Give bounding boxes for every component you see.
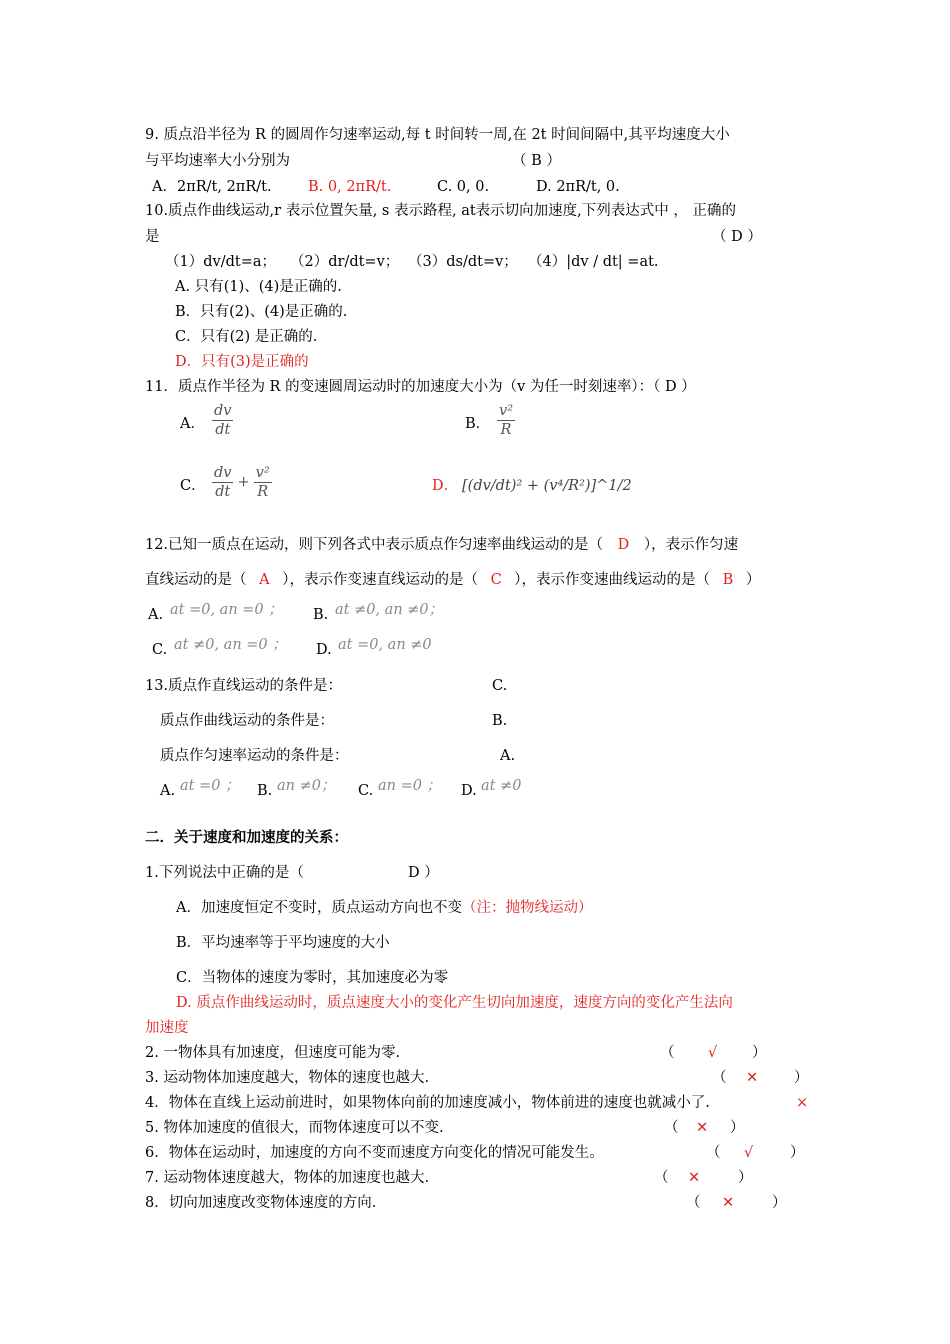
q9-option-b: B. 0, 2πR/t. [308, 179, 392, 195]
s2-q6: 6．物体在运动时，加速度的方向不变而速度方向变化的情况可能发生。 [145, 1145, 604, 1161]
q10-expr-2: （2）dr/dt=v； [290, 254, 400, 270]
paren-right: ） [738, 1170, 753, 1186]
q13-answer-1: C. [492, 678, 508, 694]
paren-left: （ [664, 1120, 679, 1136]
q12-line1 [145, 535, 738, 555]
q12-line2-a: 直线运动的是（ [145, 572, 247, 588]
s2-q8-answer: ✕ [722, 1195, 735, 1211]
q13-option-d-expr: at ≠0 [481, 778, 522, 794]
q13-line1: 13.质点作直线运动的条件是： [145, 678, 343, 694]
q11-stem: 11．质点作半径为 R 的变速圆周运动时的加速度大小为（v 为任一时刻速率）：（ D ） [145, 379, 696, 395]
q11-option-c-expr [208, 464, 276, 501]
s2-q3-answer: ✕ [746, 1070, 759, 1086]
q13-answer-3: A. [500, 748, 516, 764]
frac-numerator: v² [499, 403, 514, 419]
s2-q2-answer: √ [708, 1045, 718, 1061]
q13-option-c: C. [358, 783, 374, 799]
frac-numerator: dv [214, 403, 232, 419]
s2-q1-option-d-line1: D. 质点作曲线运动时，质点速度大小的变化产生切向加速度，速度方向的变化产生法向 [176, 995, 733, 1011]
q13-line3: 质点作匀速率运动的条件是： [160, 748, 349, 764]
paren-right: ） [730, 1120, 745, 1136]
frac-denominator: dt [215, 484, 231, 500]
s2-q5: 5. 物体加速度的值很大，而物体速度可以不变. [145, 1120, 444, 1136]
q12-option-a: A. [148, 607, 164, 623]
q10-option-a: A. 只有(1)、(4)是正确的. [175, 279, 342, 295]
q13-option-b-expr: an ≠0； [277, 778, 336, 794]
q10-option-b: B．只有(2)、(4)是正确的. [175, 304, 348, 320]
q11-option-d-expr: [(dv/dt)² + (v⁴/R²)]^1/2 [462, 478, 632, 494]
s2-q1-stem: 1.下列说法中正确的是（ [145, 865, 304, 881]
s2-q1-option-b: B．平均速率等于平均速度的大小 [176, 935, 390, 951]
s2-q1-option-a-note: （注：抛物线运动） [461, 900, 593, 916]
s2-q7: 7. 运动物体速度越大，物体的加速度也越大. [145, 1170, 430, 1186]
q12-option-d: D. [316, 642, 332, 658]
q13-answer-2: B. [492, 713, 508, 729]
q10-expr-4: （4）|dv / dt| =at. [528, 254, 659, 270]
q13-option-b: B. [257, 783, 273, 799]
s2-q5-answer: ✕ [696, 1120, 709, 1136]
s2-q2: 2. 一物体具有加速度，但速度可能为零. [145, 1045, 401, 1061]
q9-option-d: D. 2πR/t, 0. [536, 179, 620, 195]
s2-q1-option-a [176, 898, 592, 918]
paren-right: ） [790, 1145, 805, 1161]
q12-option-b: B. [313, 607, 329, 623]
q9-option-c: C. 0, 0. [437, 179, 490, 195]
q13-line2: 质点作曲线运动的条件是： [160, 713, 334, 729]
q11-label-a: A． [180, 416, 205, 432]
q12-line2-b: ），表示作变速直线运动的是（ [282, 572, 478, 588]
s2-q1-option-a-text: A．加速度恒定不变时，质点运动方向也不变 [176, 900, 462, 916]
q12-line2 [145, 570, 760, 590]
q10-option-c: C．只有(2) 是正确的. [175, 329, 318, 345]
s2-q1-option-c: C．当物体的速度为零时，其加速度必为零 [176, 970, 449, 986]
q12-option-c: C. [152, 642, 168, 658]
plus-sign: + [237, 474, 250, 491]
q12-line1-post: ），表示作匀速 [643, 537, 739, 553]
paren-left: （ [712, 1070, 727, 1086]
frac-numerator: v² [255, 465, 270, 481]
q12-option-c-expr: at ≠0, an =0 ； [174, 637, 287, 653]
q10-expr-1: （1）dv/dt=a； [165, 254, 276, 270]
q12-option-d-expr: at =0, an ≠0 [338, 637, 432, 653]
s2-q3: 3. 运动物体加速度越大，物体的速度也越大. [145, 1070, 430, 1086]
q12-option-a-expr: at =0, an =0 ； [170, 602, 283, 618]
q11-option-a-expr [208, 402, 237, 439]
s2-q4: 4．物体在直线上运动前进时，如果物体向前的加速度减小，物体前进的速度也就减小了. [145, 1095, 710, 1111]
q12-answer-2: A [259, 572, 270, 588]
q10-line2: 是 [145, 229, 160, 245]
frac-denominator: dt [215, 422, 231, 438]
q13-option-c-expr: an =0 ； [378, 778, 442, 794]
paren-left: （ [686, 1195, 701, 1211]
paren-left: （ [660, 1045, 675, 1061]
q12-answer-1: D [617, 537, 630, 553]
q11-label-d: D． [432, 478, 459, 494]
q12-line2-c: ），表示作变速曲线运动的是（ [514, 572, 711, 588]
q13-option-a-expr: at =0 ； [180, 778, 240, 794]
frac-denominator: R [257, 484, 269, 500]
frac-denominator: R [500, 422, 512, 438]
q10-expr-3: （3）ds/dt=v； [408, 254, 518, 270]
q12-option-b-expr: at ≠0, an ≠0； [335, 602, 444, 618]
paren-right: ） [794, 1070, 809, 1086]
q12-answer-4: B [722, 572, 734, 588]
q12-line1-pre: 12.已知一质点在运动，则下列各式中表示质点作匀速率曲线运动的是（ [145, 537, 604, 553]
paren-right: ） [772, 1195, 787, 1211]
s2-q7-answer: ✕ [688, 1170, 701, 1186]
q11-option-b-expr [493, 402, 519, 439]
q9-line1: 9. 质点沿半径为 R 的圆周作匀速率运动,每 t 时间转一周,在 2t 时间间隔中,其平均速度大小 [145, 127, 730, 143]
section-2-title: 二．关于速度和加速度的关系： [145, 829, 348, 846]
q10-option-d: D．只有(3)是正确的 [175, 354, 309, 370]
s2-q1-answer: D ） [408, 865, 439, 881]
q11-label-b: B． [465, 416, 491, 432]
paren-right: ） [752, 1045, 767, 1061]
q13-option-a: A. [160, 783, 176, 799]
s2-q1-option-d-line2: 加速度 [145, 1020, 189, 1036]
paren-left: （ [706, 1145, 721, 1161]
q12-answer-3: C [490, 572, 502, 588]
paren-left: （ [654, 1170, 669, 1186]
s2-q6-answer: √ [744, 1145, 754, 1161]
q9-line2: 与平均速率大小分别为 [145, 153, 290, 169]
q12-line2-d: ） [745, 572, 761, 588]
q11-label-c: C． [180, 478, 206, 494]
s2-q4-answer: × [796, 1095, 809, 1111]
q13-option-d: D. [461, 783, 477, 799]
q10-answer: （ D ） [712, 229, 762, 245]
q10-line1: 10.质点作曲线运动,r 表示位置矢量, s 表示路程, at表示切向加速度,下列表达式中 ， 正确的 [145, 203, 736, 219]
frac-numerator: dv [214, 465, 232, 481]
s2-q8: 8．切向加速度改变物体速度的方向. [145, 1195, 377, 1211]
q9-answer: （ B ） [512, 153, 561, 169]
q9-option-a: A．2πR/t, 2πR/t. [152, 179, 272, 195]
